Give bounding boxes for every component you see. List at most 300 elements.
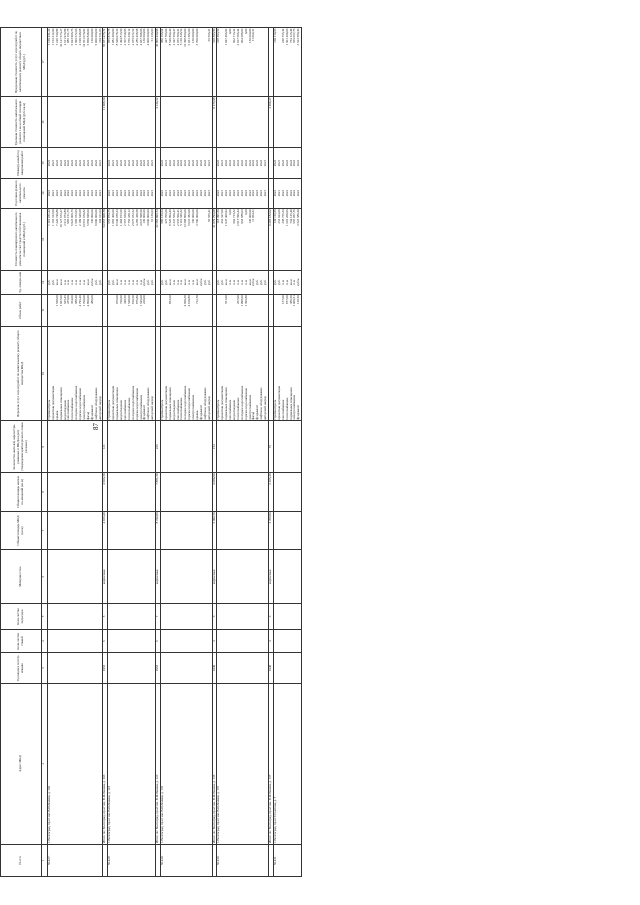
total-entrances: 3 [269,604,274,630]
limits-list [273,28,301,97]
units-item: руб. [206,279,211,286]
empty-cell [160,604,212,630]
works-item: теплоснабжение [70,397,75,420]
limits-item: 130 000,00 [89,28,94,43]
costs-item: 3 700 000,00 [194,209,199,226]
empty-cell [48,472,103,511]
header-cell: Объем работ [1,294,42,326]
volumes-list [273,294,301,326]
costs-item: 130 000,00 [142,209,147,224]
row-number: 56.429. [160,844,212,876]
costs-item: 602 713,32 [232,209,237,224]
units-item: руб. [107,279,112,286]
units-item: куб.м [198,278,203,287]
end_years-list [217,148,269,178]
volumes-item [264,295,268,325]
years-item: 2022 [119,189,124,197]
row-number: 56.427. [48,844,103,876]
costs-list [217,208,269,270]
volumes-item: 1 548,00 [126,295,131,307]
end_years-item: 2022 [70,159,75,167]
end_years-item: 2022 [142,159,147,167]
empty-cell [217,96,269,148]
works-list [48,326,103,421]
total-year: 1953 [156,653,161,683]
end_years-item: 2022 [74,159,79,167]
header-cell: Предельная стоимость услуг и (или) работ по капитальному ремонту общего имущества в МКД (руб.) [1,28,42,97]
costs-item: 2 075 072,52 [130,209,135,226]
limits-item: 130 000,00 [142,28,147,43]
units-item: руб. [276,279,281,286]
volumes-item: 475,00 [66,295,71,304]
total-cost: 31 079 793,08 [212,208,217,270]
costs-item: 2 567 659,95 [122,209,127,226]
header-cell: № п/п [1,844,42,876]
end_years-item: 2022 [187,159,192,167]
units-item: руб. [255,279,260,286]
volumes-item: 4 796,40 [78,295,83,307]
volumes-item: 1 568,00 [54,295,59,307]
end_years-item: 2021 [111,159,116,167]
volumes-item: 551,00 [224,295,229,304]
limits-item: 8 649 078,33 [115,28,120,46]
total-floors: 4 [212,629,217,653]
limits-item: 2 347 560,47 [171,28,176,46]
end_years-item: 2021 [150,159,155,167]
total-entrances: 6 [212,604,217,630]
end_years-list [273,148,301,178]
total-living: 4 603,30 [103,472,108,511]
volumes-list [160,294,212,326]
end_years-item: 2022 [232,159,237,167]
limits-item: 1 047 406,92 [224,28,229,46]
costs-item: 238 755,34 [280,209,285,224]
units-item: п.м [179,280,184,285]
costs-item: 2 199 648,08 [78,209,83,226]
works-item: холодное водоснабжение [130,385,135,420]
costs-item: 4 000 000,00 [146,209,151,226]
end_years-item: 2022 [122,159,127,167]
works-item: авторский надзор [206,396,211,420]
units-item: руб. [159,279,164,286]
years-item: 2022 [179,189,184,197]
end_years-item: 2022 [167,159,172,167]
total-label: Итого по: Волгоград, пр-кт им. В.И.Ленина, д. 123 [156,683,161,844]
units-item: руб. [202,279,207,286]
works-item: стройконтроль [47,399,51,420]
volumes-item [99,295,103,325]
limits-item: 104 611,03 [97,28,102,43]
works-item: стройконтроль [159,399,164,420]
end_years-item: 2022 [284,159,289,167]
volumes-list [48,294,103,326]
years-item: 2021 [220,189,225,197]
index-cell: 16 [42,96,48,148]
years-item: 2022 [167,189,172,197]
address-cell: г. Волгоград, пр-кт им. В.И.Ленина, д. 137 [217,683,269,844]
end_years-item: 2022 [93,159,98,167]
works-item: фундамент [296,404,301,420]
total-year: 1948 [269,653,274,683]
volumes-item: 348,50 [122,295,127,304]
address-cell: г. Волгоград, пр-кт Столетова, д. 7 [273,683,301,844]
end_years-item: 2022 [247,159,252,167]
address-cell: г. Волгоград, пр-кт им. В.И.Ленина, д. 135 [160,683,212,844]
header-cell: Перечень услуг и (или) работ по капитальному ремонту общего имущества МКД [1,326,42,421]
years-item: 2022 [126,189,131,197]
end_years-item: 2022 [62,159,67,167]
works-item: газоснабжение [122,399,127,420]
works-item: горячее водоснабжение [187,387,192,420]
limits-item: 14 651 070,82 [82,28,87,47]
years-item: 2021 [263,189,268,197]
end_years-item: 2022 [66,159,71,167]
limits-item: 2 199 648,08 [78,28,83,46]
costs-item: 427 706,00 [163,209,168,224]
years-item: 2022 [259,189,264,197]
empty-cell [108,472,156,511]
end_years-item: 2022 [58,159,63,167]
end_years-item: 2022 [259,159,264,167]
end_years-item: 2022 [288,159,293,167]
total-floors: 5 [103,629,108,653]
units-list [160,270,212,294]
works-item: авторский надзор [97,396,102,420]
limits-list [108,28,156,97]
total-area: 8 740,80 [156,511,161,550]
limits-item: 2 611 974,89 [62,28,67,46]
total-floors: 4 [269,629,274,653]
limits-item: 964 688,03 [239,28,244,43]
years-item: 2021 [150,189,155,197]
works-item: стройконтроль [272,399,277,420]
years-item: 2022 [62,189,67,197]
works-item: фасад [85,411,90,420]
volumes-item: 364,00 [70,295,75,304]
years-item: 2022 [216,189,221,197]
units-item: п.м [70,280,75,285]
units-item: п.м [119,280,124,285]
years-item: 2022 [138,189,143,197]
end_years-item: 2022 [216,159,221,167]
volumes-item: 4 609,30 [183,295,188,307]
index-cell: 9 [42,421,48,473]
years-item: 2022 [78,189,83,197]
total-year: 1949 [212,653,217,683]
years-item: 2022 [130,189,135,197]
costs-item: 5 031 382,00 [187,209,192,226]
works-item: лифтовое оборудование [259,387,264,420]
empty-cell [217,550,269,604]
volumes-item: 4 109,80 [187,295,192,307]
empty-cell [217,472,269,511]
empty-cell [160,472,212,511]
empty-cell [217,421,269,473]
works-item: холодное водоснабжение [239,385,244,420]
units-item: кв.м [58,279,63,286]
units-item: руб. [150,279,155,286]
header-cell: Стоимость планируемого капитального ремонта за счет средств собственников помещений в МКД (руб.) [1,208,42,270]
volumes-item: 1 998,00 [239,295,244,307]
end_years-item: 2021 [263,159,268,167]
units-item: п.м [235,280,240,285]
limits-item: 4 037 598,00 [138,28,143,46]
index-cell: 14 [42,178,48,208]
total-area: 6 090,70 [212,511,217,550]
total-limit: 36 806 430,98 [156,28,161,97]
costs-item: 1 494 813,60 [119,209,124,226]
costs-item: 2 655 500,41 [175,209,180,226]
volumes-item: 229,00 [142,295,147,304]
end_years-item: 2022 [272,159,277,167]
costs-item: 8 520 804,40 [167,209,172,226]
end_years-item: 2022 [235,159,240,167]
empty-cell [217,629,269,653]
empty-cell [48,604,103,630]
total-label: Итого по: Волгоград, пр-кт им. В.И.Ленина, д. 137 [269,683,274,844]
costs-item: 252 024,00 [276,209,281,224]
costs-item: 2 347 560,47 [171,209,176,226]
total-specific: 8 276,98 [212,96,217,148]
volumes-item: 128,50 [296,295,301,304]
units-list [48,270,103,294]
units-item: руб. [97,279,102,286]
table-body [48,28,302,877]
units-item: куб.м [296,278,301,287]
years-item: 2021 [50,189,55,197]
years-item: 2021 [111,189,116,197]
limits-item: 1 110 231,22 [47,28,51,46]
limits-item: 3 523 580,40 [296,28,301,46]
units-item: п.м [239,280,244,285]
total-material: кирпичные [212,550,217,604]
years-item: 2022 [183,189,188,197]
costs-item: 61 136,03 [150,209,155,222]
limits-item: 986 161,75 [66,28,71,43]
costs-item: 680 166,64 [159,209,164,224]
years-item: 2022 [115,189,120,197]
total-floors: 6 [156,629,161,653]
works-item: газоснабжение [280,399,285,420]
address-block-row [108,28,156,877]
index-cell: 13 [42,208,48,270]
costs-item: 1 696 672,06 [74,209,79,226]
empty-cell [48,421,103,473]
limits-item: 5 110 346,52 [179,28,184,46]
years-item: 2022 [272,189,277,197]
years-item: 2022 [243,189,248,197]
end_years-item: 2021 [163,159,168,167]
empty-cell [108,629,156,653]
costs-item: 118 391,50 [216,209,221,224]
row-number: 56.430. [217,844,269,876]
limits-item: 1 082 400,00 [111,28,116,46]
end_years-item: 2022 [280,159,285,167]
works-list [217,326,269,421]
volumes-item: 480,00 [89,295,94,304]
end_years-item: 2022 [191,159,196,167]
end_years-item: 2021 [97,159,102,167]
volumes-item: 4 800,00 [85,295,90,307]
index-cell: 11 [42,294,48,326]
works-item: водоотведение [171,399,176,420]
total-limit: 318 393,50 [212,28,217,97]
limits-item: 65 566,41 [206,28,211,42]
works-list [273,326,301,421]
limits-item: 734 125,49 [288,28,293,43]
years-item: 2022 [107,189,112,197]
units-item: кв.м [54,279,59,286]
volumes-item [151,295,155,325]
index-cell: 3 [42,653,48,683]
empty-cell [48,511,103,550]
costs-item: 1 601 209,06 [284,209,289,226]
works-item: теплоснабжение [284,397,289,420]
units-item: руб. [272,279,277,286]
costs-item: 5 869 848,00 [85,209,90,226]
costs-item: 1 082 400,00 [111,209,116,226]
end_years-item: 2022 [130,159,135,167]
years-item: 2021 [206,189,211,197]
limits-item: 602 713,32 [232,28,237,43]
works-item: крыша [54,410,59,420]
total-residents: 73 [269,421,274,473]
years-list [273,178,301,208]
units-item: кв.м [167,279,172,286]
limits-item: 8 520 804,40 [167,28,172,46]
volumes-item: 386,50 [288,295,293,304]
limits-item: 0,00 [243,28,248,35]
index-cell: 10 [42,326,48,421]
works-item: газоснабжение [175,399,180,420]
empty-cell [273,550,301,604]
units-list [108,270,156,294]
units-item: п.м [280,280,285,285]
units-item: куб.м [142,278,147,287]
costs-item: 11 064,31 [251,209,256,222]
total-specific: 4 134,32 [156,96,161,148]
empty-cell [108,96,156,148]
units-item: руб. [216,279,221,286]
empty-cell [160,550,212,604]
units-item: п.м [82,280,87,285]
units-item: руб. [220,279,225,286]
limits-item: 10 127 673,27 [58,28,63,47]
limits-item: 7 220 740,89 [54,28,59,46]
costs-item: 104 611,03 [97,209,102,224]
volumes-item: 1 546,00 [138,295,143,307]
volumes-item: 720,00 [119,295,124,304]
years-item: 2022 [159,189,164,197]
rotated-table-container [0,28,520,905]
costs-item: 1 047 406,92 [224,209,229,226]
works-item: лифтовое оборудование [202,387,207,420]
limits-item: 6 000 000,00 [93,28,98,46]
page-number: 87 [92,423,100,430]
works-item: подвальные помещения [167,387,172,420]
units-item: руб. [146,279,151,286]
end_years-item: 2022 [198,159,203,167]
end_years-list [108,148,156,178]
units-item: кв.м [194,279,199,286]
end_years-item: 2022 [171,159,176,167]
limits-item: 2 917 596,44 [235,28,240,46]
costs-item: 964 688,03 [239,209,244,224]
costs-item: 1 110 231,22 [47,209,51,226]
years-item: 2022 [122,189,127,197]
costs-item: 65 566,41 [206,209,211,222]
units-item: п.м [292,280,297,285]
end_years-item: 2021 [220,159,225,167]
costs-item: 13 398 800,00 [183,209,188,228]
end_years-item: 2021 [276,159,281,167]
total-entrances: 7 [156,604,161,630]
total-limit: 55 971 476,72 [103,28,108,97]
years-item: 2022 [239,189,244,197]
header-cell: Коли-чество этажей [1,629,42,653]
total-label: Итого по: Волгоград, пр-кт им. В.И.Ленина, д. 135 [212,683,217,844]
costs-item: 139 110,66 [272,209,277,224]
years-item: 2022 [292,189,297,197]
costs-item: 0,00 [228,209,233,215]
limits-item: 680 166,64 [159,28,164,43]
costs-item: 4 286 458,68 [134,209,139,226]
works-item: электроснабжение [82,394,87,420]
units-item: п.м [187,280,192,285]
units-list [273,270,301,294]
total-year: 1953 [103,653,108,683]
total-specific: 2 969,47 [269,96,274,148]
limits-list [48,28,103,97]
limits-item: 318 393,50 [216,28,221,43]
costs-item: 6 000 000,00 [93,209,98,226]
limits-item: 61 136,03 [150,28,155,42]
costs-item: 4 037 598,00 [138,209,143,226]
costs-list [273,208,301,270]
address-cell: г. Волгоград, пр-кт им. В.И.Ленина, д. 123 [108,683,156,844]
end_years-item: 2022 [292,159,297,167]
empty-cell [160,96,212,148]
limits-item [264,29,268,96]
end_years-item: 2022 [159,159,164,167]
years-item: 2022 [228,189,233,197]
costs-item: 8 649 078,33 [115,209,120,226]
years-list [217,178,269,208]
end_years-item: 2021 [50,159,55,167]
limits-item: 5 031 382,00 [187,28,192,46]
end_years-item: 2022 [194,159,199,167]
units-item: руб. [163,279,168,286]
works-item: горячее водоснабжение [243,387,248,420]
empty-cell [273,653,301,683]
units-item: п.м [175,280,180,285]
units-item: п.м [130,280,135,285]
empty-cell [108,604,156,630]
total-label: Итого по: Волгоград, пр-кт им. В.И.Ленина, д. 103 [103,683,108,844]
volumes-item: 876,80 [134,295,139,304]
end_years-item: 2022 [224,159,229,167]
end_years-item: 2022 [202,159,207,167]
limits-item: 1 494 813,60 [119,28,124,46]
total-cost: 6 283 182,02 [269,208,274,270]
total-living: 2 205,40 [269,472,274,511]
costs-item: 14 651 070,82 [82,209,87,228]
end_years-item: 2022 [107,159,112,167]
works-list [108,326,156,421]
years-item: 2022 [66,189,71,197]
units-item: п.м [74,280,79,285]
years-item: 2022 [255,189,260,197]
